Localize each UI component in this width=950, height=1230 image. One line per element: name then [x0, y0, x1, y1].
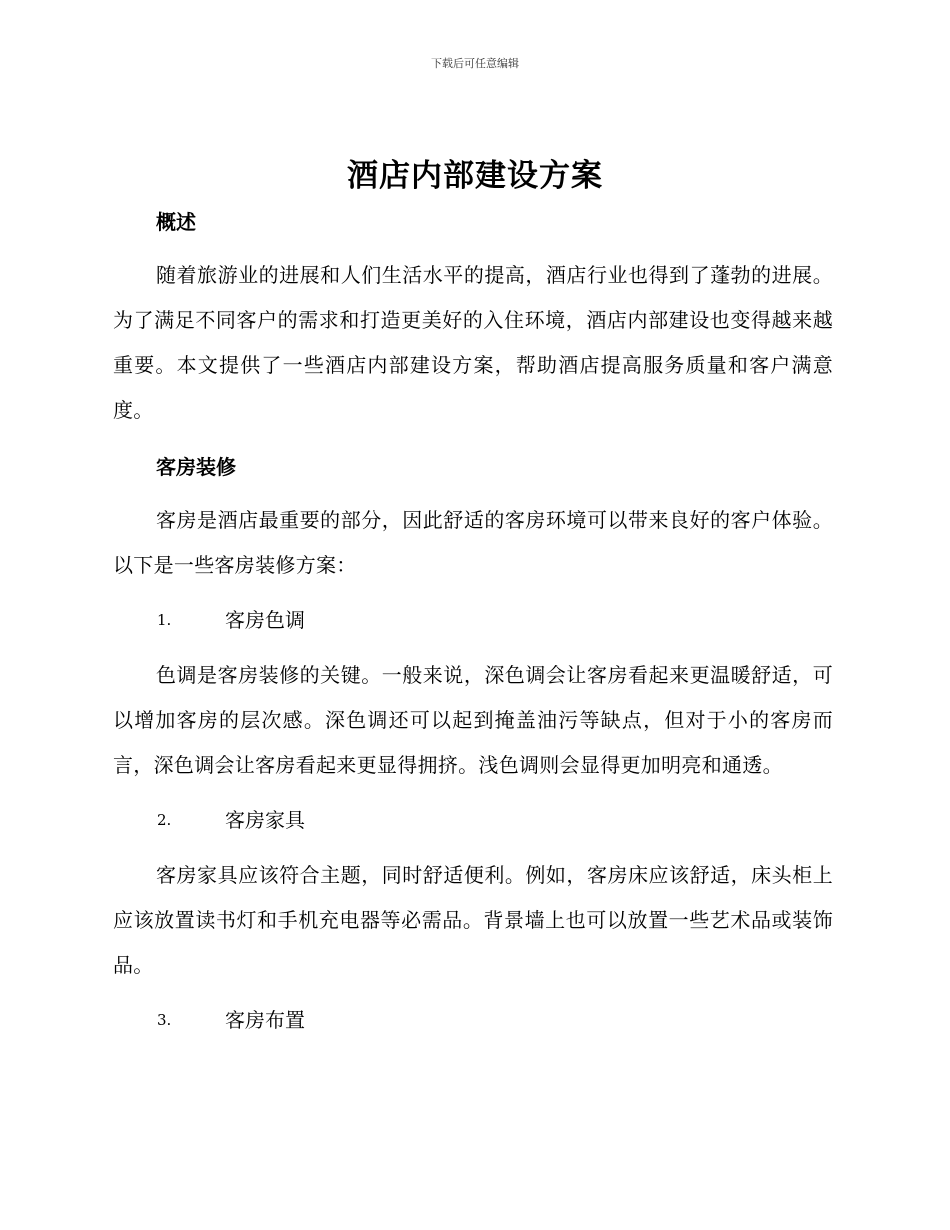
- item-number: 1.: [157, 611, 172, 629]
- section-heading-overview: 概述: [156, 210, 196, 234]
- overview-paragraph: 随着旅游业的进展和人们生活水平的提高，酒店行业也得到了蓬勃的进展。为了满足不同客户的需求和打造更美好的入住环境，酒店内部建设也变得越来越重要。本文提供了一些酒店内部建设方案，帮助酒店提高服务质量和客户满意度。: [113, 263, 833, 422]
- header-note: 下载后可任意编辑: [431, 57, 519, 70]
- section-heading-room-decoration: 客房装修: [156, 455, 236, 479]
- numbered-item-room-layout: [113, 998, 833, 1043]
- document-body: [113, 200, 833, 1053]
- item-label: 客房家具: [225, 808, 305, 832]
- room-decoration-paragraph: 客房是酒店最重要的部分，因此舒适的客房环境可以带来良好的客户体验。以下是一些客房装修方案：: [113, 508, 833, 577]
- numbered-item-room-furniture: [113, 798, 833, 843]
- item-number: 2.: [157, 811, 172, 829]
- room-furniture-paragraph: 客房家具应该符合主题，同时舒适便利。例如，客房床应该舒适，床头柜上应该放置读书灯和手机充电器等必需品。背景墙上也可以放置一些艺术品或装饰品。: [113, 863, 833, 977]
- item-label: 客房布置: [225, 1008, 305, 1032]
- document-title: 酒店内部建设方案: [347, 158, 603, 194]
- item-number: 3.: [157, 1011, 172, 1029]
- numbered-item-room-color: [113, 598, 833, 643]
- room-color-paragraph: 色调是客房装修的关键。一般来说，深色调会让客房看起来更温暖舒适，可以增加客房的层次感。深色调还可以起到掩盖油污等缺点，但对于小的客房而言，深色调会让客房看起来更显得拥挤。浅色调则会显得更加明亮和通透。: [113, 663, 833, 777]
- item-label: 客房色调: [225, 608, 305, 632]
